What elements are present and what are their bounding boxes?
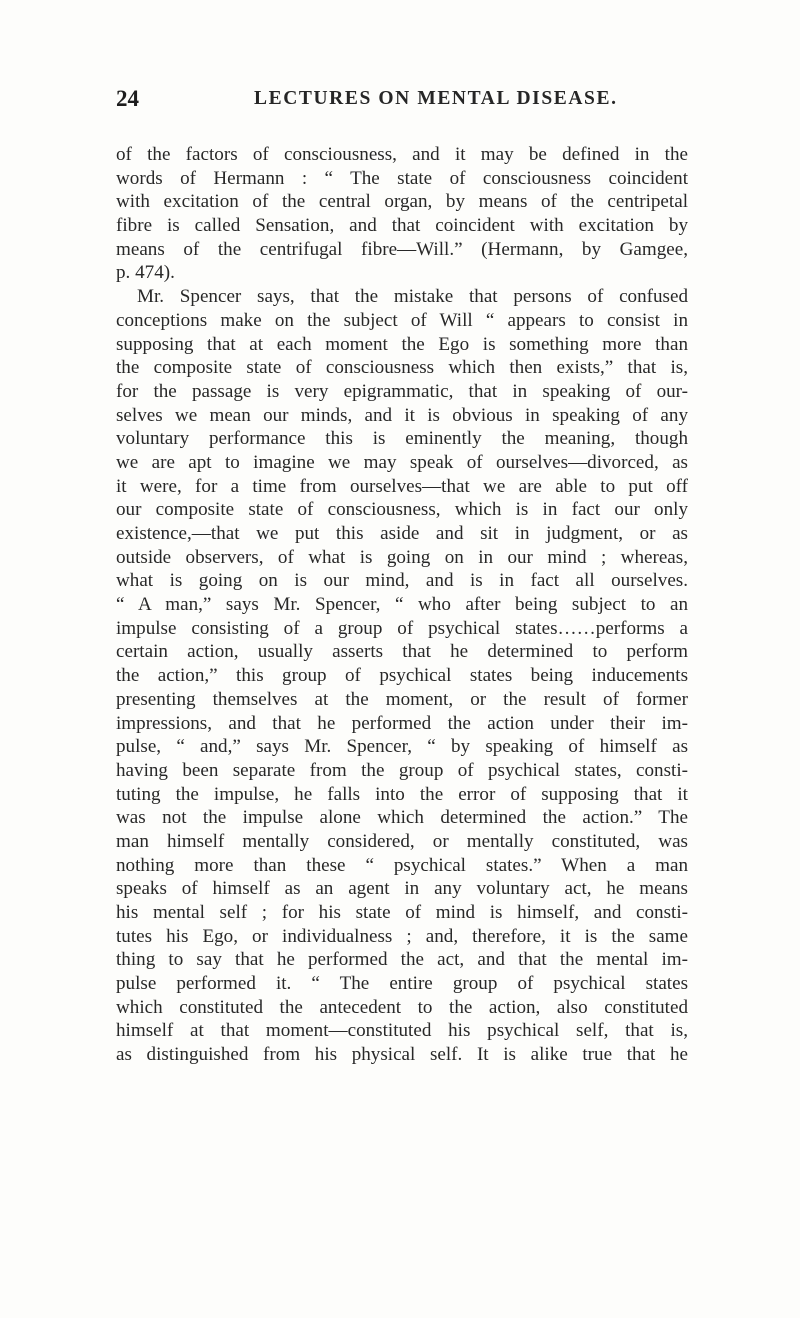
text-line: speaks of himself as an agent in any voluntary act, he means [116, 878, 688, 900]
text-line: was not the impulse alone which determined the action.” The [116, 807, 688, 829]
text-line: impulse consisting of a group of psychical states……performs a [116, 617, 688, 639]
text-line: Mr. Spencer says, that the mistake that persons of confused [137, 286, 688, 308]
text-line: tutes his Ego, or individualness ; and, therefore, it is the same [116, 925, 688, 947]
text-line: outside observers, of what is going on in our mind ; whereas, [116, 546, 688, 568]
text-line: nothing more than these “ psychical states.” When a man [116, 854, 688, 876]
text-line: it were, for a time from ourselves—that we are able to put off [116, 475, 688, 497]
text-line: means of the centrifugal fibre—Will.” (Hermann, by Gamgee, [116, 238, 688, 260]
text-line: what is going on is our mind, and is in fact all ourselves. [116, 570, 688, 592]
body-text [116, 143, 688, 1067]
text-line: which constituted the antecedent to the action, also constituted [116, 996, 688, 1018]
text-line: “ A man,” says Mr. Spencer, “ who after being subject to an [116, 594, 688, 616]
text-line: tuting the impulse, he falls into the error of supposing that it [116, 783, 688, 805]
text-line: of the factors of consciousness, and it may be defined in the [116, 144, 688, 165]
text-line: himself at that moment—constituted his psychical self, that is, [116, 1020, 688, 1042]
text-line: pulse, “ and,” says Mr. Spencer, “ by speaking of himself as [116, 736, 688, 758]
text-line: selves we mean our minds, and it is obvious in speaking of any [116, 404, 688, 426]
text-line: conceptions make on the subject of Will “ appears to consist in [116, 309, 688, 331]
text-line: for the passage is very epigrammatic, that in speaking of our- [116, 380, 688, 402]
text-line: with excitation of the central organ, by means of the centripetal [116, 191, 688, 213]
text-line: pulse performed it. “ The entire group of psychical states [116, 973, 688, 995]
page-header [116, 86, 688, 114]
text-line: our composite state of consciousness, which is in fact our only [116, 499, 688, 521]
text-line: having been separate from the group of psychical states, consti- [116, 759, 688, 781]
running-title: LECTURES ON MENTAL DISEASE. [254, 88, 618, 109]
text-line: man himself mentally considered, or mentally constituted, was [116, 830, 688, 852]
text-line: impressions, and that he performed the action under their im- [116, 712, 688, 734]
text-line: p. 474). [116, 262, 175, 284]
text-line: certain action, usually asserts that he determined to perform [116, 641, 688, 663]
text-line: the action,” this group of psychical states being inducements [116, 665, 688, 687]
text-line: fibre is called Sensation, and that coincident with excitation by [116, 215, 688, 237]
text-line: his mental self ; for his state of mind is himself, and consti- [116, 902, 688, 923]
text-line: supposing that at each moment the Ego is something more than [116, 333, 688, 355]
text-line: as distinguished from his physical self. It is alike true that he [116, 1044, 688, 1066]
text-line: the composite state of consciousness which then exists,” that is, [116, 357, 688, 379]
text-line: thing to say that he performed the act, and that the mental im- [116, 949, 688, 971]
page-number: 24 [116, 86, 139, 111]
text-line: existence,—that we put this aside and sit in judgment, or as [116, 523, 688, 544]
text-line: words of Hermann : “ The state of consciousness coincident [116, 167, 688, 189]
text-line: presenting themselves at the moment, or the result of former [116, 688, 688, 710]
text-line: voluntary performance this is eminently the meaning, though [116, 428, 688, 450]
text-line: we are apt to imagine we may speak of ourselves—divorced, as [116, 451, 688, 473]
